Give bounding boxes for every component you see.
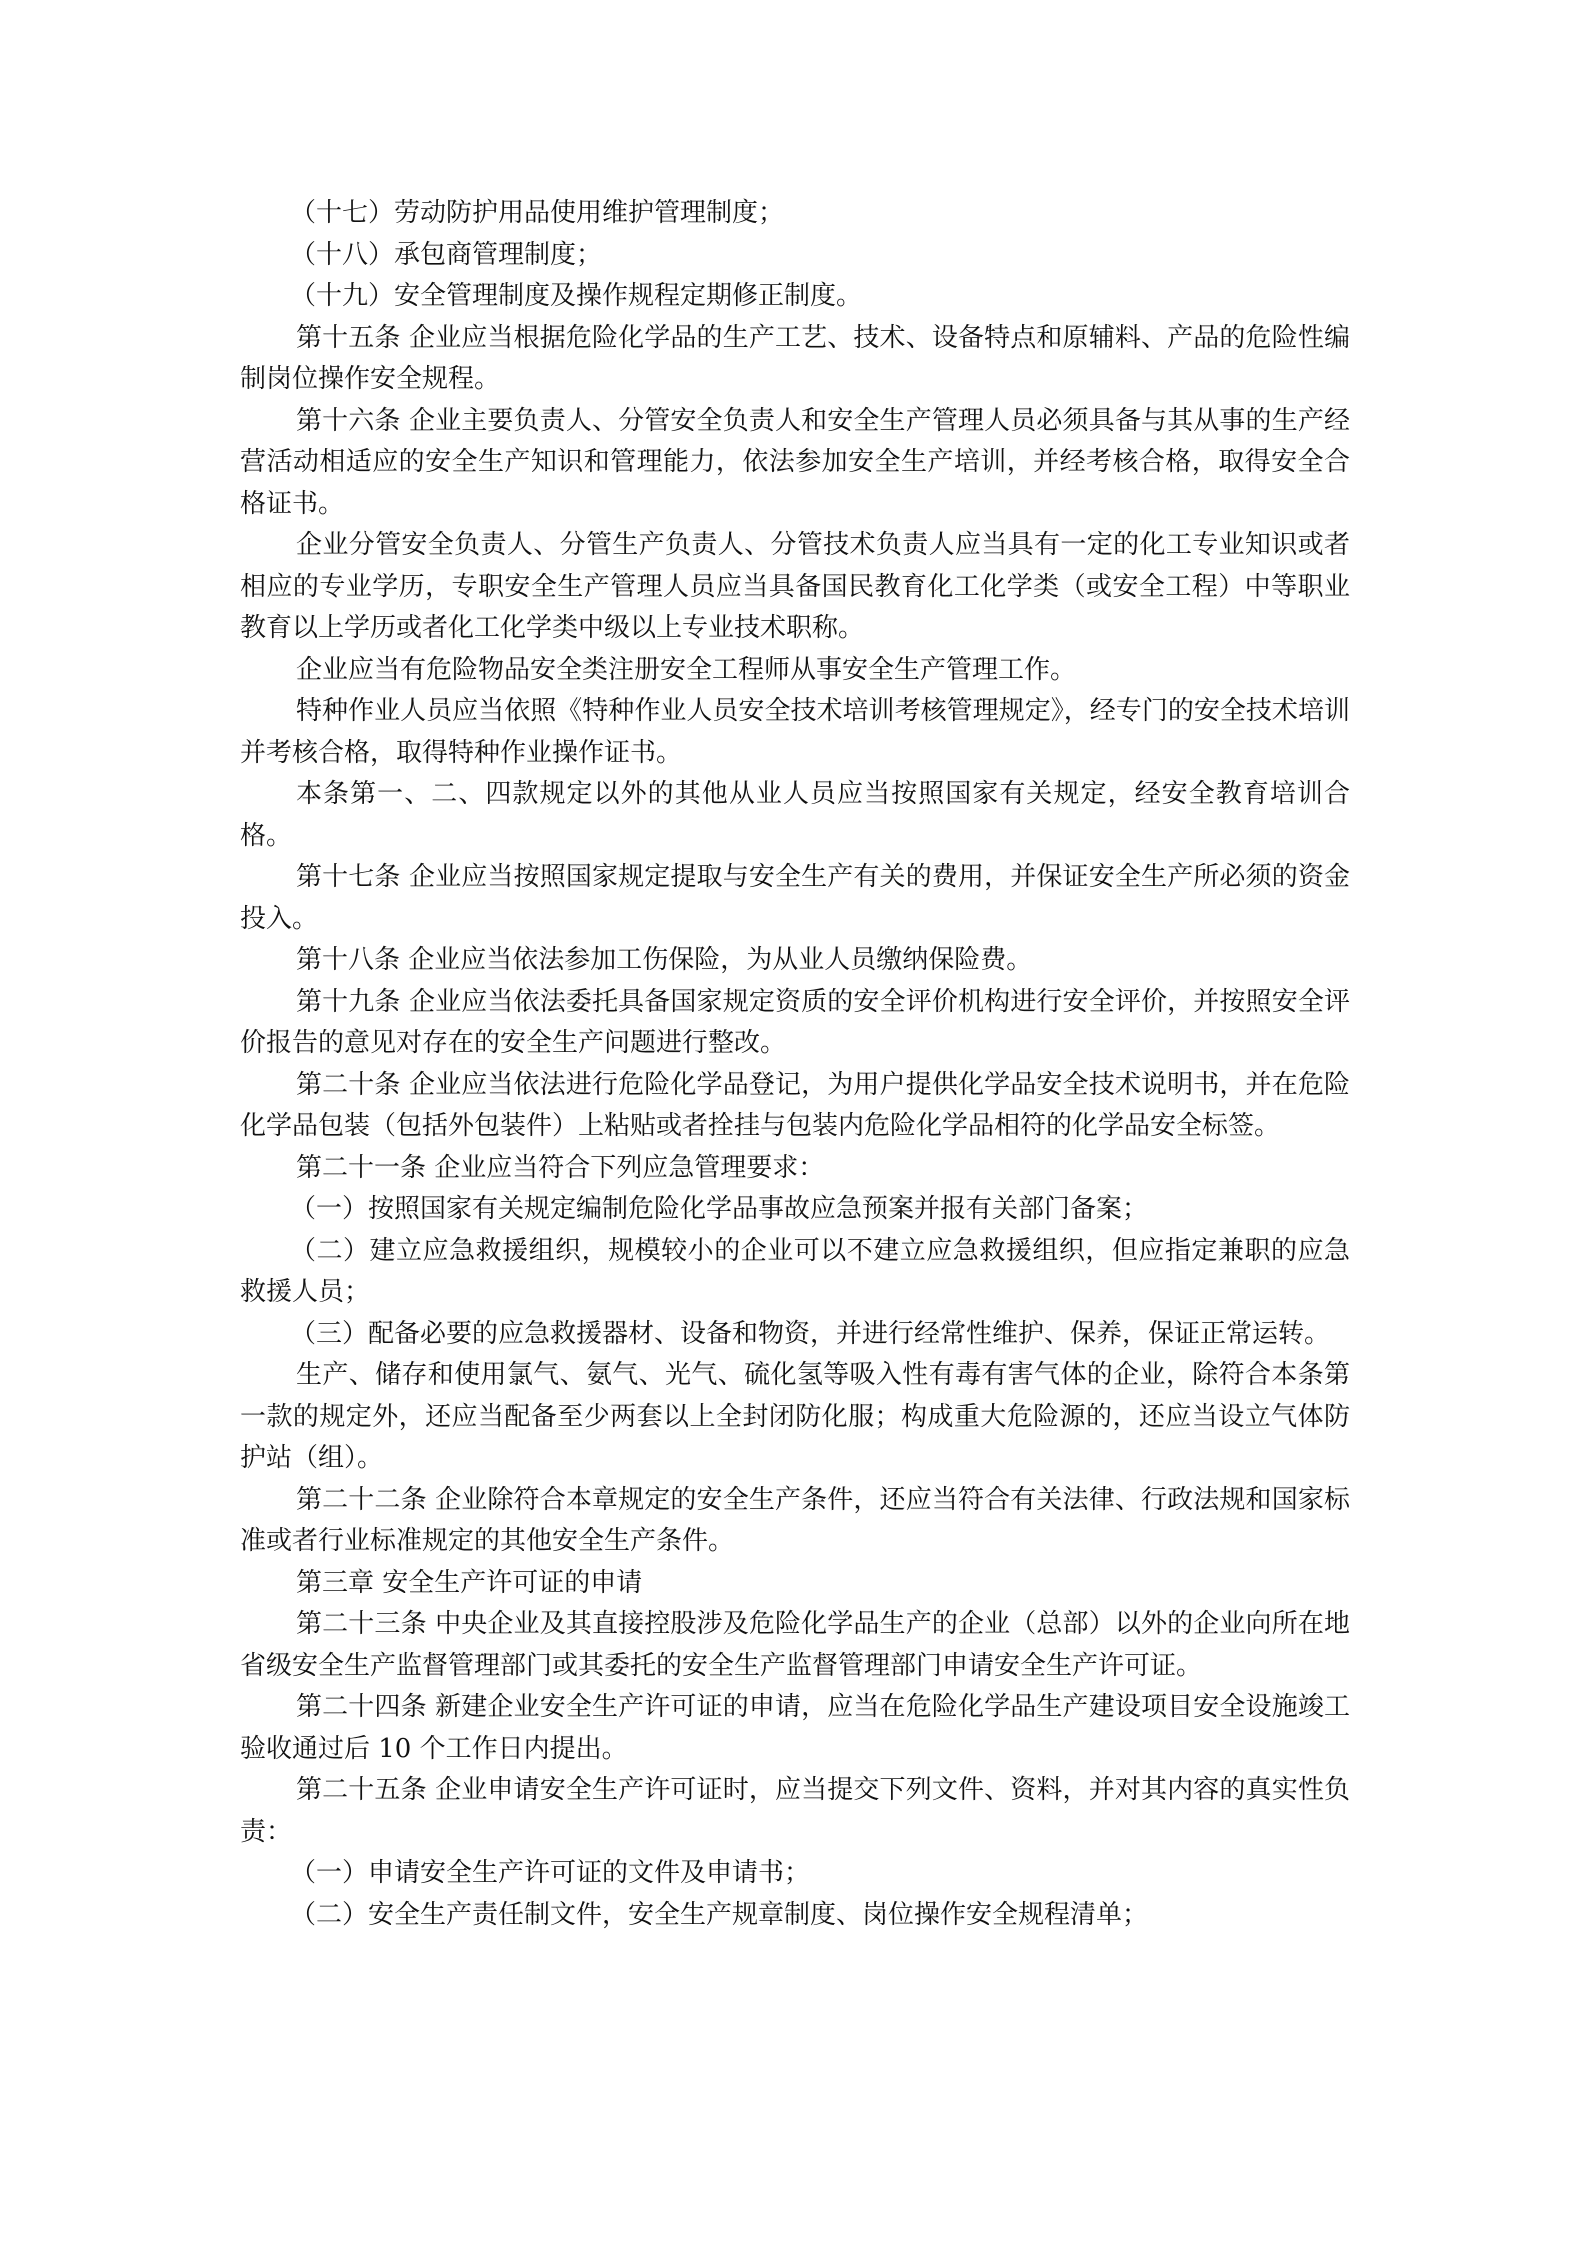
document-body [240, 193, 1350, 1936]
list-item-paragraph: （三）配备必要的应急救援器材、设备和物资，并进行经常性维护、保养，保证正常运转。 [290, 1318, 1331, 1349]
article-paragraph: 企业应当有危险物品安全类注册安全工程师从事安全生产管理工作。 [296, 654, 1077, 685]
article-paragraph: 第二十三条 中央企业及其直接控股涉及危险化学品生产的企业（总部）以外的企业向所在地省级安全生产监督管理部门或其委托的安全生产监督管理部门申请安全生产许可证。 [240, 1609, 1350, 1681]
list-item-paragraph: （十七）劳动防护用品使用维护管理制度； [290, 198, 785, 228]
article-paragraph: 第二十五条 企业申请安全生产许可证时，应当提交下列文件、资料，并对其内容的真实性负责： [240, 1775, 1350, 1847]
list-item-paragraph: （十九）安全管理制度及操作规程定期修正制度。 [290, 281, 863, 311]
article-paragraph: 第十八条 企业应当依法参加工伤保险，为从业人员缴纳保险费。 [296, 945, 1033, 975]
article-paragraph: 第三章 安全生产许可证的申请 [296, 1567, 643, 1598]
article-paragraph: 第十七条 企业应当按照国家规定提取与安全生产有关的费用，并保证安全生产所必须的资金投入。 [240, 862, 1350, 934]
article-paragraph: 第十六条 企业主要负责人、分管安全负责人和安全生产管理人员必须具备与其从事的生产经营活动相适应的安全生产知识和管理能力，依法参加安全生产培训，并经考核合格，取得安全合格证书。 [240, 405, 1350, 519]
article-paragraph: 第二十一条 企业应当符合下列应急管理要求： [296, 1152, 825, 1183]
article-paragraph: 生产、储存和使用氯气、氨气、光气、硫化氢等吸入性有毒有害气体的企业，除符合本条第一款的规定外，还应当配备至少两套以上全封闭防化服；构成重大危险源的，还应当设立气体防护站（组）。 [240, 1360, 1350, 1473]
list-item-paragraph: （十八）承包商管理制度； [290, 239, 603, 270]
article-paragraph: 第二十二条 企业除符合本章规定的安全生产条件，还应当符合有关法律、行政法规和国家标准或者行业标准规定的其他安全生产条件。 [240, 1484, 1350, 1556]
list-item-paragraph: （一）按照国家有关规定编制危险化学品事故应急预案并报有关部门备案； [290, 1194, 1149, 1224]
article-paragraph: 企业分管安全负责人、分管生产负责人、分管技术负责人应当具有一定的化工专业知识或者相应的专业学历，专职安全生产管理人员应当具备国民教育化工化学类（或安全工程）中等职业教育以上学历或者化工化学类中级以上专业技术职称。 [240, 530, 1350, 643]
list-item-paragraph: （一）申请安全生产许可证的文件及申请书； [290, 1858, 811, 1888]
article-paragraph: 第十五条 企业应当根据危险化学品的生产工艺、技术、设备特点和原辅料、产品的危险性编制岗位操作安全规程。 [240, 322, 1350, 394]
list-item-paragraph: （二）安全生产责任制文件，安全生产规章制度、岗位操作安全规程清单； [290, 1899, 1149, 1930]
article-paragraph: 第十九条 企业应当依法委托具备国家规定资质的安全评价机构进行安全评价，并按照安全评价报告的意见对存在的安全生产问题进行整改。 [240, 986, 1350, 1058]
list-item-paragraph: （二）建立应急救援组织，规模较小的企业可以不建立应急救援组织，但应指定兼职的应急救援人员； [240, 1235, 1350, 1307]
article-paragraph: 特种作业人员应当依照《特种作业人员安全技术培训考核管理规定》，经专门的安全技术培训并考核合格，取得特种作业操作证书。 [240, 696, 1350, 768]
article-paragraph: 第二十四条 新建企业安全生产许可证的申请，应当在危险化学品生产建设项目安全设施竣工验收通过后 10 个工作日内提出。 [240, 1692, 1350, 1764]
article-paragraph: 本条第一、二、四款规定以外的其他从业人员应当按照国家有关规定，经安全教育培训合格。 [240, 779, 1350, 851]
article-paragraph: 第二十条 企业应当依法进行危险化学品登记，为用户提供化学品安全技术说明书，并在危险化学品包装（包括外包装件）上粘贴或者拴挂与包装内危险化学品相符的化学品安全标签。 [240, 1069, 1350, 1141]
